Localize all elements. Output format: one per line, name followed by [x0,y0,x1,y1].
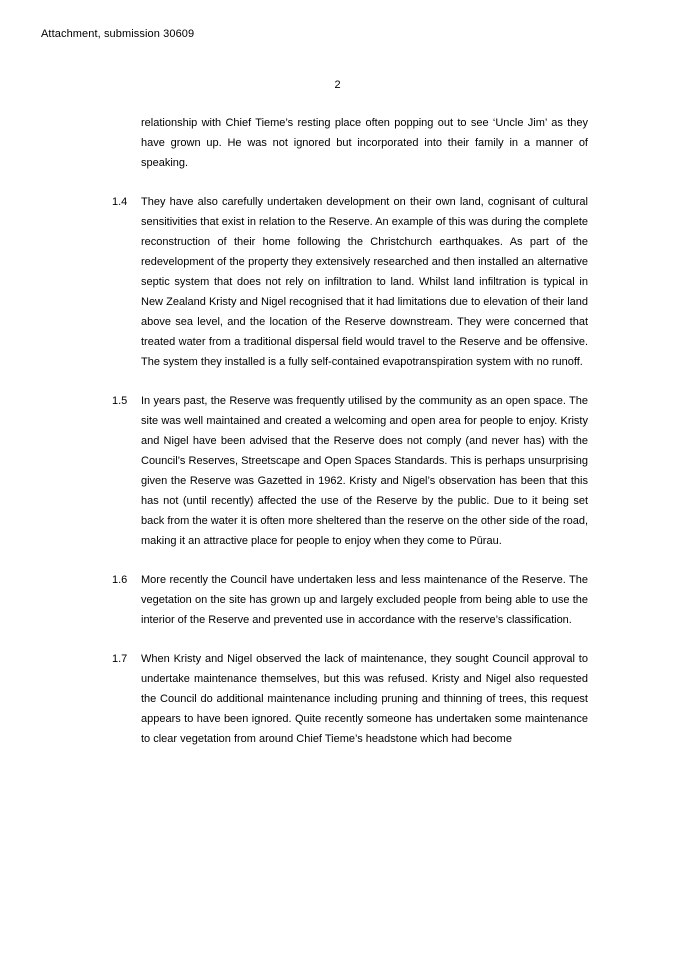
paragraph-1-5 [0,391,675,551]
document-body [0,113,675,749]
paragraph-text: relationship with Chief Tieme’s resting place often popping out to see ‘Uncle Jim’ as they have grown up. He was not ignored but incorporated into their family in a manner of speaking. [141,117,588,169]
paragraph-number: 1.6 [112,574,128,586]
paragraph-text: More recently the Council have undertaken less and less maintenance of the Reserve. The vegetation on the site has grown up and largely excluded people from being able to use the interior of the Reserve and prevented use in accordance with the reserve’s classification. [141,574,588,626]
paragraph-number: 1.4 [112,196,128,208]
paragraph-text: They have also carefully undertaken development on their own land, cognisant of cultural sensitivities that exist in relation to the Reserve. An example of this was during the complete reconstruction of their home following the Christchurch earthquakes. As part of the redevelopment of the property they extensively researched and then installed an alternative septic system that does not rely on infiltration to land. Whilst land infiltration is typical in New Zealand Kristy and Nigel recognised that it had limitations due to elevation of their land above sea level, and the location of the Reserve downstream. They were concerned that treated water from a traditional dispersal field would travel to the Reserve and be offensive. The system they installed is a fully self-contained evapotranspiration system with no runoff. [141,196,588,368]
paragraph-text: When Kristy and Nigel observed the lack of maintenance, they sought Council approval to undertake maintenance themselves, but this was refused. Kristy and Nigel also requested the Council do additional maintenance including pruning and thinning of trees, this request appears to have been ignored. Quite recently someone has undertaken some maintenance to clear vegetation from around Chief Tieme’s headstone which had become [141,653,588,745]
paragraph-1-4 [0,192,675,372]
paragraph-number: 1.7 [112,653,128,665]
paragraph-text: In years past, the Reserve was frequently utilised by the community as an open space. The site was well maintained and created a welcoming and open area for people to enjoy. Kristy and Nigel have been advised that the Reserve does not comply (and never has) with the Council’s Reserves, Streetscape and Open Spaces Standards. This is perhaps unsurprising given the Reserve was Gazetted in 1962. Kristy and Nigel’s observation has been that this has not (until recently) affected the use of the Reserve by the public. Due to it being set back from the water it is often more sheltered than the reserve on the other side of the road, making it an attractive place for people to enjoy when they come to Pūrau. [141,395,588,547]
paragraph-number: 1.5 [112,395,128,407]
paragraph-1-6 [0,570,675,630]
document-header: Attachment, submission 30609 [41,28,195,40]
page-number: 2 [334,79,341,91]
paragraph-continuation [0,113,675,173]
paragraph-1-7 [0,649,675,749]
